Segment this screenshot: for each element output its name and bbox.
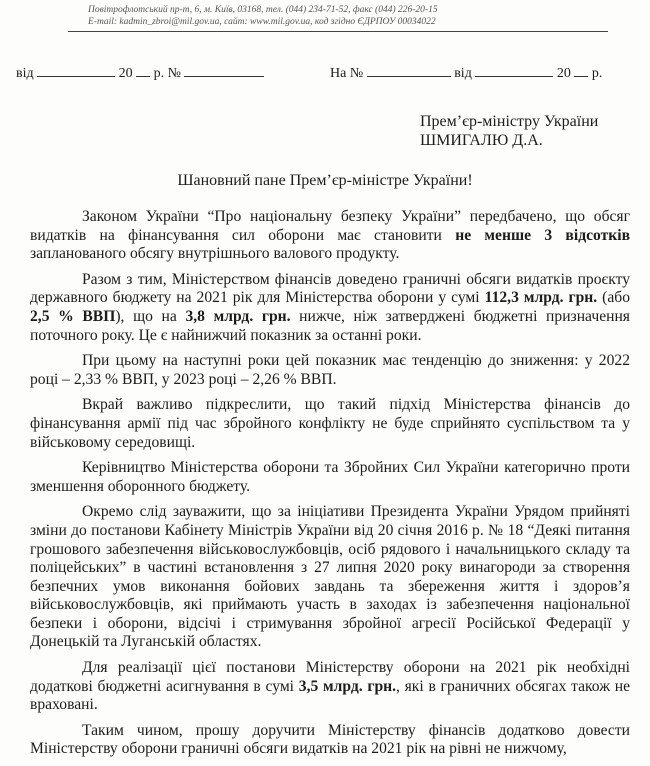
reg-to-number-label: На №: [330, 66, 364, 81]
reg-date-blank: [37, 64, 115, 77]
para-text: , які в граничних обсягах також не враховані.: [30, 677, 630, 714]
reg-year-blank: [136, 64, 150, 77]
reg-to-from-label: від: [454, 66, 472, 81]
paragraph-national-security-law: [30, 208, 630, 264]
incoming-registration: [330, 64, 602, 82]
reg-to-year: 20: [556, 66, 571, 81]
para-emphasis: 3,8 млрд. грн.: [185, 307, 291, 325]
letter-body: [30, 208, 630, 766]
paragraph-future-trend: При цьому на наступні роки цей показник має тенденцію до зниження: у 2022 році – 2,33 % ВВП, у 2023 році – 2,26 % ВВП.: [30, 352, 630, 388]
para-emphasis: не менше 3 відсотків: [455, 226, 630, 244]
addressee: [420, 112, 598, 150]
reg-from-label: від: [16, 66, 34, 81]
letterhead-address: Повітрофлотський пр-т, 6, м. Київ, 03168, тел. (044) 234-71-52, факс (044) 226-20-15: [88, 5, 438, 15]
reg-year: 20: [118, 66, 133, 81]
addressee-name: ШМИГАЛЮ Д.А.: [420, 132, 543, 149]
letterhead: [88, 4, 548, 32]
para-emphasis: 112,3 млрд. грн.: [484, 289, 598, 307]
reg-year-suffix: р.: [153, 66, 165, 81]
paragraph-army-funding: Вкрай важливо підкреслити, що такий підхід Міністерства фінансів до фінансування армії під час збройного конфлікту не буде сприйнято суспільством та у військовому середовищі.: [30, 396, 630, 451]
para-text: Разом з тим, Міністерством фінансів доведено граничні обсяги видатків проєкту державного бюджету на 2021 рік для Міністерства оборони у сумі: [30, 270, 630, 307]
paragraph-budget-limits: [30, 271, 630, 345]
paragraph-leadership-position: Керівництво Міністерства оборони та Збройних Сил України категорично проти зменшення оборонного бюджету.: [30, 459, 630, 495]
reg-to-number-blank: [367, 64, 451, 77]
reg-to-year-blank: [574, 64, 588, 77]
para-emphasis: 3,5 млрд. грн.: [298, 677, 396, 695]
para-text: Для реалізації цієї постанови Міністерству оборони на 2021 рік необхідні додаткові бюджетні асигнування в сумі: [30, 659, 630, 695]
outgoing-registration: [16, 64, 264, 82]
letterhead-rule: [68, 31, 608, 32]
reg-number-label: №: [167, 66, 181, 81]
reg-to-date-blank: [475, 64, 553, 77]
reg-number-blank: [184, 64, 264, 77]
addressee-title: Прем’єр-міністру України: [420, 113, 599, 130]
para-emphasis: 2,5 % ВВП: [30, 307, 116, 325]
paragraph-request: Таким чином, прошу доручити Міністерству фінансів додатково довести Міністерству оборони граничні обсяги видатків на 2021 рік на рівні не нижчому,: [30, 721, 630, 758]
para-text: Законом України “Про національну безпеку України” передбачено, що обсяг видатків на фінансування сил оборони має становити: [30, 208, 630, 244]
letterhead-contacts: E-mail: kadmin_zbroi@mil.gov.ua, сайт: www.mil.gov.ua, код згідно ЄДРПОУ 00034022: [88, 17, 436, 27]
salutation: Шановний пане Прем’єр-міністре України!: [177, 172, 473, 189]
reg-to-year-suffix: р.: [591, 66, 603, 81]
para-text: нижче, ніж затверджені бюджетні призначення поточного року. Це є найнижчий показник за останні роки.: [30, 307, 630, 344]
paragraph-additional-funds: [30, 659, 630, 715]
paragraph-resolution-changes: Окремо слід зауважити, що за ініціативи Президента України Урядом прийняті зміни до постанови Кабінету Міністрів України від 20 січня 2016 р. № 18 “Деякі питання грошового забезпечення військовослужбовців, осіб рядового і начальницького складу та поліцейських” в частині встановлення з 27 липня 2020 року винагороди за створення безпечних умов виконання бойових завдань та збереження життя і здоров’я військовослужбовців, які приймають участь в заходах із забезпечення національної безпеки і оборони, відсічі і стримування збройної агресії Російської Федерації у Донецькій та Луганській областях.: [30, 503, 630, 651]
para-text: запланованого обсягу внутрішнього валового продукту.: [30, 245, 400, 263]
para-text: (або: [597, 289, 630, 307]
para-text: ), що на: [115, 307, 186, 325]
